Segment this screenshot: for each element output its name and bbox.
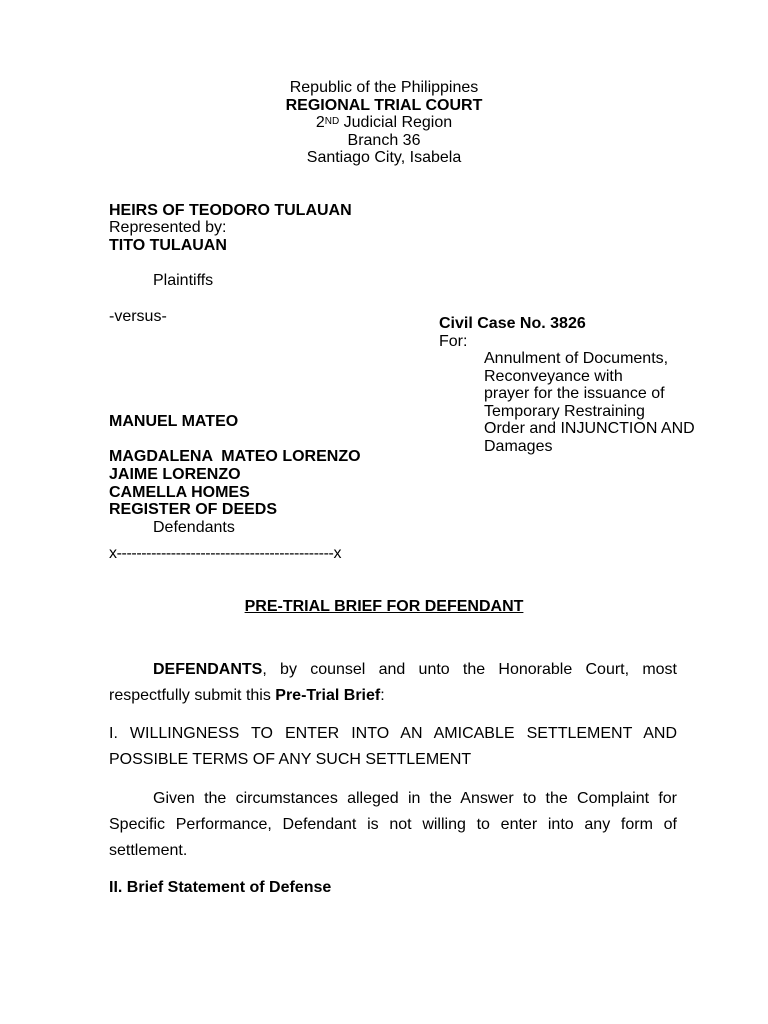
case-subject: [484, 350, 695, 455]
case-subject-line: Annulment of Documents,: [484, 350, 669, 367]
defendant-name: MAGDALENA MATEO LORENZO: [109, 448, 361, 465]
plaintiffs-label: Plaintiffs: [153, 272, 214, 289]
case-number: Civil Case No. 3826: [439, 315, 586, 332]
branch-line: Branch 36: [347, 131, 421, 149]
defendant-name: CAMELLA HOMES: [109, 484, 250, 501]
section-2-heading: II. Brief Statement of Defense: [109, 879, 332, 896]
intro-text: , by counsel and unto the Honorable Court, most respectfully submit this: [109, 661, 677, 704]
region-text: Judicial Region: [339, 114, 453, 131]
case-subject-line: Reconveyance with: [484, 367, 623, 385]
plaintiff-name: HEIRS OF TEODORO TULAUAN: [109, 202, 352, 219]
case-for-label: For:: [439, 333, 468, 350]
region-ordinal-suffix: ND: [324, 116, 340, 127]
section-1-body: Given the circumstances alleged in the Answer to the Complaint for Specific Performance, Defendant is not willing to enter into any form of settlement.: [109, 790, 677, 859]
defendant-name: MANUEL MATEO: [109, 413, 239, 430]
case-subject-line: Temporary Restraining: [484, 402, 645, 420]
defendants-label: Defendants: [153, 519, 235, 536]
intro-lead: DEFENDANTS: [153, 661, 263, 678]
section-1-heading: I. WILLINGNESS TO ENTER INTO AN AMICABLE SETTLEMENT AND POSSIBLE TERMS OF ANY SUCH SETTLEMENT: [109, 725, 677, 768]
court-name: REGIONAL TRIAL COURT: [285, 96, 483, 114]
defendant-name: REGISTER OF DEEDS: [109, 501, 278, 518]
caption-separator: x--------------------------------------------x: [109, 545, 342, 562]
document-title: PRE-TRIAL BRIEF FOR DEFENDANT: [244, 598, 524, 615]
representative-name: TITO TULAUAN: [109, 237, 227, 254]
intro-paragraph: DEFENDANTS, by counsel and unto the Honorable Court, most respectfully submit this Pre-Trial Brief:: [109, 661, 677, 704]
versus-label: -versus-: [109, 308, 167, 325]
court-header: [0, 79, 768, 167]
intro-brief: Pre-Trial Brief: [275, 687, 381, 704]
case-subject-line: prayer for the issuance of: [484, 385, 665, 402]
republic-line: Republic of the Philippines: [289, 79, 479, 96]
defendant-name: JAIME LORENZO: [109, 466, 241, 483]
region-number: 2: [315, 114, 325, 131]
judicial-region-line: [0, 114, 768, 132]
case-subject-line: Damages: [484, 437, 553, 455]
city-line: Santiago City, Isabela: [306, 149, 462, 166]
case-subject-line: Order and INJUNCTION AND: [484, 420, 695, 437]
represented-by-label: Represented by:: [109, 219, 227, 236]
